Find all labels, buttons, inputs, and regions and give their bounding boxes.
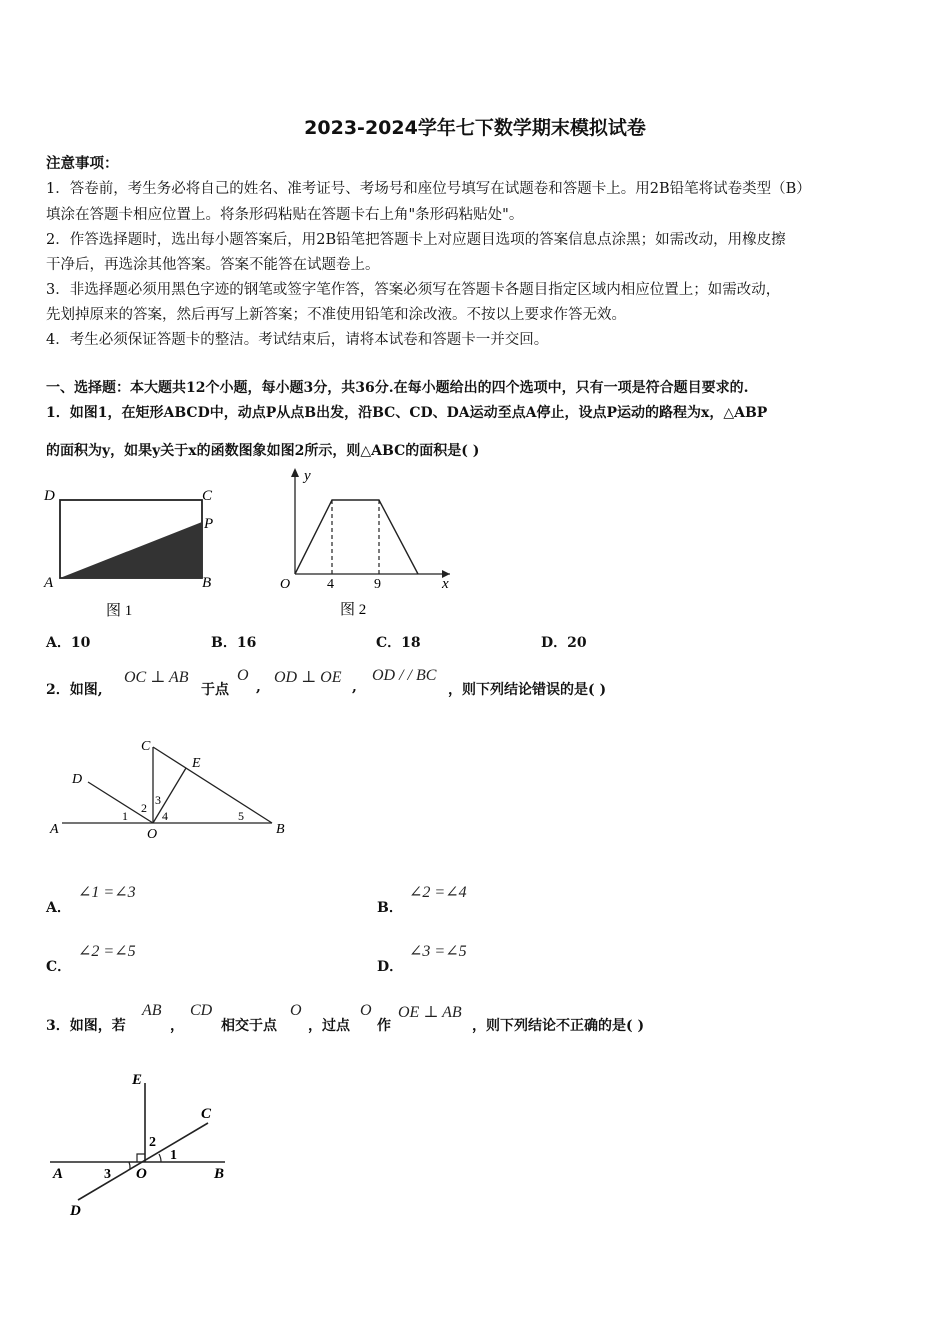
label-y: y [304,468,311,484]
q3-math-ab: AB [142,1002,162,1019]
label-x: x [442,576,449,592]
notice-line: 先划掉原来的答案，然后再写上新答案；不准使用铅笔和涂改液。不按以上要求作答无效。 [46,307,626,323]
q3-sep1: ， [170,1018,184,1034]
q3-math-o2: O [360,1002,372,1019]
label-a: A [44,575,54,591]
q2-figure [40,730,300,845]
notice-line: 1．答卷前，考生务必将自己的姓名、准考证号、考场号和座位号填写在试题卷和答题卡上。用2B铅笔将试卷类型（B） [46,181,811,197]
q1-line2: 的面积为y，如果y关于x的函数图象如图2所示，则△ABC的面积是( ) [46,443,480,459]
function-graph [295,500,418,574]
q2-option-b-value: ∠2 =∠4 [409,884,467,901]
q3-prefix: 3．如图，若 [46,1018,126,1034]
q1-option-c: C．18 [376,635,421,651]
q2-option-c-key: C． [46,959,72,975]
angle-1-arc [159,1154,161,1162]
q2-option-d-value: ∠3 =∠5 [409,943,467,960]
angle-1-label: 1 [170,1148,177,1163]
q3-figure [40,1065,250,1225]
label-b: B [276,822,285,837]
notice-line: 干净后，再选涂其他答案。答案不能答在试题卷上。 [46,257,380,273]
q1-line1: 1．如图1，在矩形ABCD中，动点P从点B出发，沿BC、CD、DA运动至点A停止，设点P运动的路程为x，△ABP [46,405,768,421]
q1-option-a: A．10 [46,635,91,651]
q3-text-through: ，过点 [308,1018,350,1034]
q2-text-yu-dian: 于点 [201,682,229,698]
q3-math-oe-perp-ab: OE ⊥ AB [398,1004,462,1021]
q2-math-od-parallel-bc: OD / / BC [372,667,437,684]
label-origin: O [280,577,291,592]
label-b: B [214,1166,225,1182]
label-d: D [72,772,83,787]
angle-3-arc [129,1162,130,1169]
page-title: 2023-2024学年七下数学期末模拟试卷 [304,117,646,139]
angle-3-label: 3 [155,793,161,807]
line-cb [153,747,272,823]
q1-figure-2 [260,462,460,622]
q3-text-intersect: 相交于点 [221,1018,277,1034]
q3-math-cd: CD [190,1002,213,1019]
label-d: D [44,488,55,504]
q2-option-a-key: A． [46,900,71,916]
notice-line: 3．非选择题必须用黑色字迹的钢笔或签字笔作答，答案必须写在答题卡各题目指定区域内相应位置上；如需改动， [46,282,781,298]
tick-4: 4 [327,577,334,592]
label-o: O [136,1166,147,1182]
q2-sep1: , [256,679,261,695]
section-heading: 一、选择题：本大题共12个小题，每小题3分，共36分.在每小题给出的四个选项中，只有一项是符合题目要求的. [46,380,749,396]
figure-1-caption: 图 1 [106,603,133,619]
label-b: B [202,575,212,591]
q1-figure-1 [40,480,230,625]
q2-math-od-perp-oe: OD ⊥ OE [274,669,342,686]
label-c: C [202,488,213,504]
q1-option-d: D．20 [541,635,587,651]
q2-suffix: ，则下列结论错误的是( ) [448,682,607,698]
label-a: A [53,1166,64,1182]
q3-math-o: O [290,1002,302,1019]
q2-prefix: 2．如图, [46,682,103,698]
label-c: C [201,1106,212,1122]
angle-1-label: 1 [122,809,128,823]
notice-line: 填涂在答题卡相应位置上。将条形码粘贴在答题卡右上角"条形码粘贴处"。 [46,207,524,223]
label-e: E [192,756,201,771]
angle-2-label: 2 [141,801,147,815]
label-e: E [132,1072,143,1088]
angle-2-label: 2 [149,1135,156,1150]
figure-2-caption: 图 2 [340,602,367,618]
label-a: A [50,822,59,837]
tick-9: 9 [374,577,381,592]
angle-3-label: 3 [104,1167,111,1182]
q3-suffix: ，则下列结论不正确的是( ) [472,1018,645,1034]
q3-text-zuo: 作 [377,1018,391,1034]
q1-option-b: B．16 [211,635,257,651]
triangle-abp-shaded [60,522,202,578]
y-axis-arrow [291,468,299,477]
q2-math-o: O [237,667,249,684]
q2-option-d-key: D． [377,959,404,975]
q2-math-oc-perp-ab: OC ⊥ AB [124,669,189,686]
angle-5-label: 5 [238,809,244,823]
q2-sep2: , [352,679,357,695]
label-d: D [70,1203,81,1219]
notice-line: 2．作答选择题时，选出每小题答案后，用2B铅笔把答题卡上对应题目选项的答案信息点涂黑；如需改动，用橡皮擦 [46,232,786,248]
label-c: C [141,739,151,754]
notice-heading: 注意事项： [46,155,119,172]
q2-option-c-value: ∠2 =∠5 [78,943,136,960]
notice-line: 4．考生必须保证答题卡的整洁。考试结束后，请将本试卷和答题卡一并交回。 [46,332,549,348]
q2-option-a-value: ∠1 =∠3 [78,884,136,901]
angle-4-label: 4 [162,809,168,823]
label-p: P [204,516,214,532]
label-o: O [147,827,158,842]
q2-option-b-key: B． [377,900,403,916]
